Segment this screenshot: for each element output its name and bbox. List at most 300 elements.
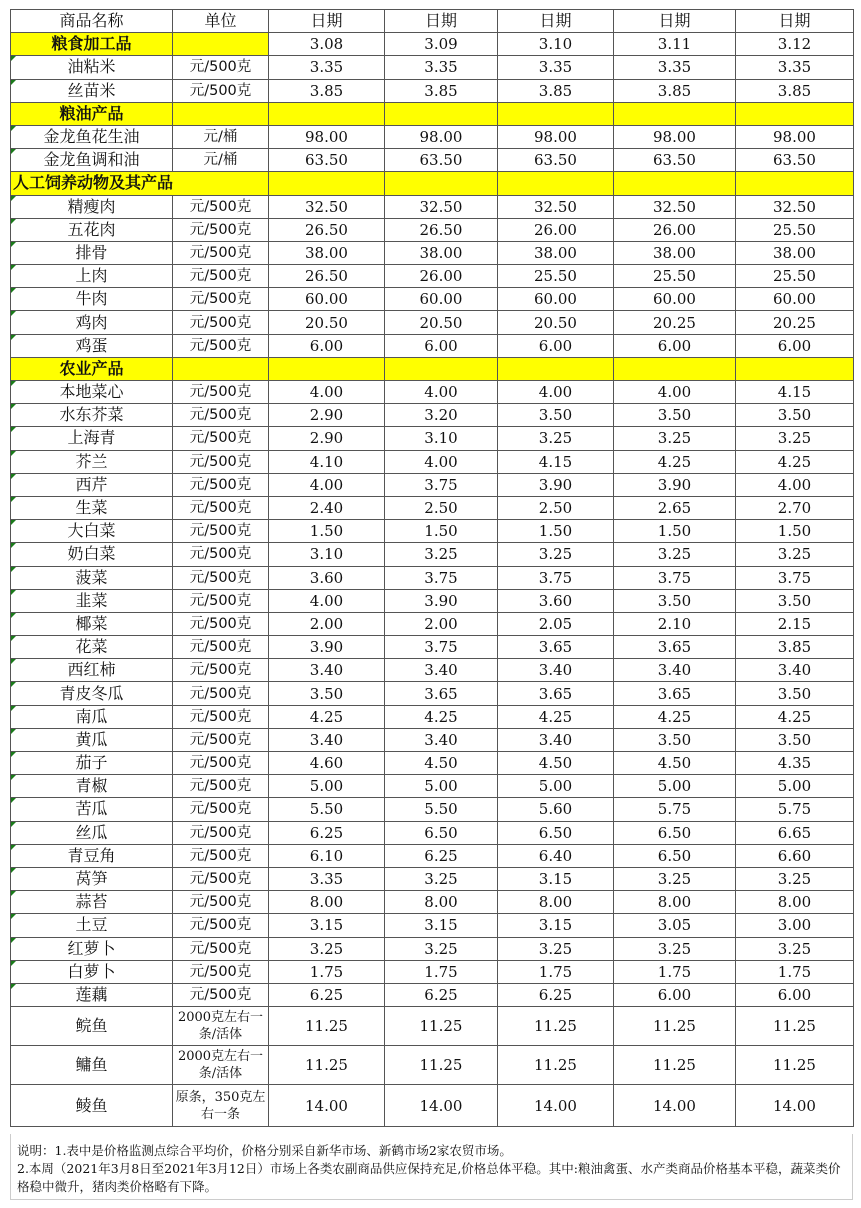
price-cell: 3.12 bbox=[736, 33, 854, 56]
price-cell: 3.15 bbox=[498, 914, 614, 937]
price-cell: 3.25 bbox=[385, 867, 498, 890]
price-cell: 6.60 bbox=[736, 844, 854, 867]
price-cell: 4.00 bbox=[736, 473, 854, 496]
price-cell: 8.00 bbox=[498, 891, 614, 914]
price-cell: 2.90 bbox=[269, 427, 385, 450]
item-name: 上肉 bbox=[11, 265, 173, 288]
price-cell: 3.00 bbox=[736, 914, 854, 937]
price-cell: 1.50 bbox=[385, 520, 498, 543]
item-name: 金龙鱼调和油 bbox=[11, 149, 173, 172]
item-row bbox=[11, 1085, 854, 1127]
item-unit: 元/500克 bbox=[173, 752, 269, 775]
item-name: 本地菜心 bbox=[11, 381, 173, 404]
item-name: 南瓜 bbox=[11, 705, 173, 728]
price-cell: 4.50 bbox=[498, 752, 614, 775]
price-cell: 3.25 bbox=[614, 427, 736, 450]
header-row bbox=[11, 10, 854, 33]
comment-marker-icon bbox=[11, 219, 16, 224]
item-name: 西芹 bbox=[11, 473, 173, 496]
price-cell: 5.00 bbox=[269, 775, 385, 798]
price-cell: 5.50 bbox=[269, 798, 385, 821]
price-cell: 2.00 bbox=[269, 612, 385, 635]
price-cell: 4.25 bbox=[385, 705, 498, 728]
price-cell: 1.50 bbox=[614, 520, 736, 543]
price-cell: 32.50 bbox=[385, 195, 498, 218]
price-cell: 3.25 bbox=[736, 867, 854, 890]
category-row bbox=[11, 33, 854, 56]
item-row bbox=[11, 473, 854, 496]
price-cell: 6.40 bbox=[498, 844, 614, 867]
price-cell: 6.25 bbox=[385, 983, 498, 1006]
item-name: 鲩鱼 bbox=[11, 1007, 173, 1046]
item-row bbox=[11, 914, 854, 937]
price-cell bbox=[269, 172, 385, 195]
price-cell: 3.40 bbox=[736, 659, 854, 682]
item-row bbox=[11, 496, 854, 519]
price-cell: 3.40 bbox=[498, 728, 614, 751]
price-cell: 6.25 bbox=[498, 983, 614, 1006]
price-cell: 3.25 bbox=[498, 937, 614, 960]
item-name: 大白菜 bbox=[11, 520, 173, 543]
header-date: 日期 bbox=[736, 10, 854, 33]
item-row bbox=[11, 265, 854, 288]
price-cell: 4.50 bbox=[614, 752, 736, 775]
item-row bbox=[11, 1007, 854, 1046]
price-cell: 25.50 bbox=[736, 265, 854, 288]
comment-marker-icon bbox=[11, 775, 16, 780]
item-row bbox=[11, 195, 854, 218]
price-cell: 6.00 bbox=[614, 334, 736, 357]
price-cell: 3.35 bbox=[385, 56, 498, 79]
item-unit: 2000克左右一条/活体 bbox=[173, 1046, 269, 1085]
price-cell: 4.50 bbox=[385, 752, 498, 775]
header-date: 日期 bbox=[498, 10, 614, 33]
comment-marker-icon bbox=[11, 543, 16, 548]
item-unit: 元/桶 bbox=[173, 149, 269, 172]
item-unit: 元/500克 bbox=[173, 589, 269, 612]
price-cell: 2.70 bbox=[736, 496, 854, 519]
comment-marker-icon bbox=[11, 451, 16, 456]
price-cell: 3.85 bbox=[614, 79, 736, 102]
comment-marker-icon bbox=[11, 80, 16, 85]
price-cell: 3.85 bbox=[498, 79, 614, 102]
price-cell bbox=[385, 172, 498, 195]
price-cell: 3.75 bbox=[385, 636, 498, 659]
price-cell: 5.00 bbox=[385, 775, 498, 798]
category-unit bbox=[173, 357, 269, 380]
price-cell: 3.75 bbox=[614, 566, 736, 589]
price-cell: 3.25 bbox=[614, 867, 736, 890]
price-cell: 3.15 bbox=[385, 914, 498, 937]
comment-marker-icon bbox=[11, 984, 16, 989]
item-row bbox=[11, 821, 854, 844]
price-cell: 4.00 bbox=[269, 589, 385, 612]
item-name: 生菜 bbox=[11, 496, 173, 519]
price-cell: 11.25 bbox=[614, 1046, 736, 1085]
comment-marker-icon bbox=[11, 798, 16, 803]
price-cell: 4.15 bbox=[498, 450, 614, 473]
price-cell: 8.00 bbox=[614, 891, 736, 914]
price-cell: 3.10 bbox=[269, 543, 385, 566]
comment-marker-icon bbox=[11, 288, 16, 293]
price-cell: 6.00 bbox=[736, 983, 854, 1006]
item-name: 土豆 bbox=[11, 914, 173, 937]
item-name: 白萝卜 bbox=[11, 960, 173, 983]
price-cell: 4.25 bbox=[736, 450, 854, 473]
price-cell: 6.10 bbox=[269, 844, 385, 867]
price-cell: 3.65 bbox=[614, 636, 736, 659]
price-cell: 38.00 bbox=[385, 241, 498, 264]
price-cell: 3.25 bbox=[614, 543, 736, 566]
item-row bbox=[11, 149, 854, 172]
price-cell: 6.25 bbox=[269, 821, 385, 844]
item-unit: 元/500克 bbox=[173, 520, 269, 543]
item-row bbox=[11, 218, 854, 241]
price-cell: 98.00 bbox=[498, 125, 614, 148]
price-cell: 25.50 bbox=[614, 265, 736, 288]
item-row bbox=[11, 612, 854, 635]
item-unit: 元/500克 bbox=[173, 496, 269, 519]
price-cell: 3.85 bbox=[385, 79, 498, 102]
item-unit: 元/500克 bbox=[173, 79, 269, 102]
price-cell: 3.09 bbox=[385, 33, 498, 56]
price-cell bbox=[498, 357, 614, 380]
price-cell: 8.00 bbox=[385, 891, 498, 914]
price-cell: 32.50 bbox=[736, 195, 854, 218]
comment-marker-icon bbox=[11, 242, 16, 247]
price-cell: 20.25 bbox=[614, 311, 736, 334]
item-unit: 元/500克 bbox=[173, 218, 269, 241]
item-unit: 元/桶 bbox=[173, 125, 269, 148]
item-row bbox=[11, 79, 854, 102]
price-cell: 3.25 bbox=[385, 543, 498, 566]
item-unit: 元/500克 bbox=[173, 543, 269, 566]
item-name: 芥兰 bbox=[11, 450, 173, 473]
comment-marker-icon bbox=[11, 914, 16, 919]
price-cell: 14.00 bbox=[269, 1085, 385, 1127]
comment-marker-icon bbox=[11, 311, 16, 316]
price-cell: 25.50 bbox=[736, 218, 854, 241]
item-unit: 元/500克 bbox=[173, 636, 269, 659]
item-row bbox=[11, 404, 854, 427]
price-cell: 1.75 bbox=[269, 960, 385, 983]
item-name: 黄瓜 bbox=[11, 728, 173, 751]
comment-marker-icon bbox=[11, 520, 16, 525]
price-cell: 2.15 bbox=[736, 612, 854, 635]
item-row bbox=[11, 1046, 854, 1085]
price-cell: 6.50 bbox=[614, 821, 736, 844]
item-row bbox=[11, 566, 854, 589]
item-unit: 元/500克 bbox=[173, 56, 269, 79]
item-unit: 元/500克 bbox=[173, 891, 269, 914]
price-cell: 20.50 bbox=[269, 311, 385, 334]
comment-marker-icon bbox=[11, 427, 16, 432]
price-cell bbox=[385, 102, 498, 125]
comment-marker-icon bbox=[11, 938, 16, 943]
item-name: 蒜苔 bbox=[11, 891, 173, 914]
item-row bbox=[11, 56, 854, 79]
price-cell: 38.00 bbox=[498, 241, 614, 264]
item-unit: 元/500克 bbox=[173, 705, 269, 728]
item-row bbox=[11, 427, 854, 450]
price-cell: 2.40 bbox=[269, 496, 385, 519]
category-row bbox=[11, 172, 854, 195]
price-cell: 63.50 bbox=[614, 149, 736, 172]
price-cell: 20.25 bbox=[736, 311, 854, 334]
price-cell: 11.25 bbox=[269, 1046, 385, 1085]
header-unit: 单位 bbox=[173, 10, 269, 33]
item-name: 鲮鱼 bbox=[11, 1085, 173, 1127]
price-cell: 6.00 bbox=[385, 334, 498, 357]
price-cell: 4.25 bbox=[269, 705, 385, 728]
item-unit: 元/500克 bbox=[173, 844, 269, 867]
price-cell: 60.00 bbox=[736, 288, 854, 311]
price-cell: 3.75 bbox=[385, 473, 498, 496]
item-name: 奶白菜 bbox=[11, 543, 173, 566]
header-date: 日期 bbox=[269, 10, 385, 33]
price-cell: 60.00 bbox=[498, 288, 614, 311]
price-cell: 20.50 bbox=[498, 311, 614, 334]
header-date: 日期 bbox=[385, 10, 498, 33]
item-name: 牛肉 bbox=[11, 288, 173, 311]
price-cell: 3.90 bbox=[498, 473, 614, 496]
item-name: 菠菜 bbox=[11, 566, 173, 589]
price-cell bbox=[498, 102, 614, 125]
item-unit: 元/500克 bbox=[173, 983, 269, 1006]
price-cell: 1.50 bbox=[498, 520, 614, 543]
price-cell: 3.60 bbox=[269, 566, 385, 589]
header-name: 商品名称 bbox=[11, 10, 173, 33]
price-cell: 63.50 bbox=[498, 149, 614, 172]
price-cell: 3.35 bbox=[736, 56, 854, 79]
item-row bbox=[11, 798, 854, 821]
price-cell: 5.00 bbox=[498, 775, 614, 798]
price-cell bbox=[614, 172, 736, 195]
item-name: 鳙鱼 bbox=[11, 1046, 173, 1085]
price-cell: 26.50 bbox=[269, 218, 385, 241]
note-1: 说明：1.表中是价格监测点综合平均价，价格分别采自新华市场、新鹤市场2家农贸市场。 bbox=[17, 1143, 512, 1158]
price-cell: 6.00 bbox=[269, 334, 385, 357]
item-name: 茄子 bbox=[11, 752, 173, 775]
price-cell bbox=[385, 357, 498, 380]
price-cell: 60.00 bbox=[385, 288, 498, 311]
price-cell: 3.50 bbox=[736, 728, 854, 751]
category-row bbox=[11, 357, 854, 380]
price-cell: 3.25 bbox=[385, 937, 498, 960]
item-row bbox=[11, 752, 854, 775]
item-name: 青皮冬瓜 bbox=[11, 682, 173, 705]
item-name: 莲藕 bbox=[11, 983, 173, 1006]
price-cell: 2.90 bbox=[269, 404, 385, 427]
price-cell: 3.90 bbox=[269, 636, 385, 659]
price-cell: 3.25 bbox=[736, 427, 854, 450]
price-cell: 6.65 bbox=[736, 821, 854, 844]
item-name: 五花肉 bbox=[11, 218, 173, 241]
price-cell: 98.00 bbox=[269, 125, 385, 148]
comment-marker-icon bbox=[11, 567, 16, 572]
note-2: 2.本周（2021年3月8日至2021年3月12日）市场上各类农副商品供应保持充足,价格总体平稳。其中:粮油禽蛋、水产类商品价格基本平稳，蔬菜类价格稳中微升，猪肉类价格略有下降。 bbox=[17, 1161, 841, 1194]
price-cell: 3.40 bbox=[269, 659, 385, 682]
price-cell: 26.50 bbox=[385, 218, 498, 241]
category-name: 人工饲养动物及其产品 bbox=[11, 172, 269, 195]
item-unit: 原条，350克左右一条 bbox=[173, 1085, 269, 1127]
comment-marker-icon bbox=[11, 335, 16, 340]
price-cell: 4.00 bbox=[269, 381, 385, 404]
price-cell: 3.75 bbox=[385, 566, 498, 589]
item-unit: 元/500克 bbox=[173, 798, 269, 821]
item-unit: 元/500克 bbox=[173, 195, 269, 218]
price-cell: 3.25 bbox=[736, 937, 854, 960]
comment-marker-icon bbox=[11, 636, 16, 641]
price-cell: 4.25 bbox=[498, 705, 614, 728]
category-name: 农业产品 bbox=[11, 357, 173, 380]
price-cell: 1.50 bbox=[736, 520, 854, 543]
price-cell: 3.05 bbox=[614, 914, 736, 937]
price-cell: 3.15 bbox=[269, 914, 385, 937]
price-cell: 3.40 bbox=[498, 659, 614, 682]
comment-marker-icon bbox=[11, 474, 16, 479]
price-cell: 6.00 bbox=[498, 334, 614, 357]
price-cell: 3.40 bbox=[614, 659, 736, 682]
header-date: 日期 bbox=[614, 10, 736, 33]
price-cell: 38.00 bbox=[269, 241, 385, 264]
price-cell: 1.75 bbox=[736, 960, 854, 983]
price-cell: 4.00 bbox=[385, 450, 498, 473]
price-cell: 4.25 bbox=[614, 705, 736, 728]
item-row bbox=[11, 125, 854, 148]
price-cell: 98.00 bbox=[385, 125, 498, 148]
item-row bbox=[11, 844, 854, 867]
item-row bbox=[11, 543, 854, 566]
comment-marker-icon bbox=[11, 404, 16, 409]
price-cell bbox=[269, 357, 385, 380]
price-cell: 2.50 bbox=[385, 496, 498, 519]
item-unit: 元/500克 bbox=[173, 775, 269, 798]
category-name: 粮食加工品 bbox=[11, 33, 173, 56]
item-name: 油粘米 bbox=[11, 56, 173, 79]
item-name: 青豆角 bbox=[11, 844, 173, 867]
item-unit: 元/500克 bbox=[173, 821, 269, 844]
price-cell: 3.11 bbox=[614, 33, 736, 56]
comment-marker-icon bbox=[11, 381, 16, 386]
item-row bbox=[11, 775, 854, 798]
price-cell: 8.00 bbox=[269, 891, 385, 914]
item-row bbox=[11, 520, 854, 543]
price-cell bbox=[736, 172, 854, 195]
price-cell: 3.50 bbox=[269, 682, 385, 705]
price-cell: 26.00 bbox=[385, 265, 498, 288]
price-cell: 8.00 bbox=[736, 891, 854, 914]
price-cell: 26.00 bbox=[498, 218, 614, 241]
price-cell: 14.00 bbox=[614, 1085, 736, 1127]
item-unit: 元/500克 bbox=[173, 612, 269, 635]
item-unit: 元/500克 bbox=[173, 937, 269, 960]
comment-marker-icon bbox=[11, 56, 16, 61]
price-cell: 98.00 bbox=[736, 125, 854, 148]
price-cell: 11.25 bbox=[736, 1046, 854, 1085]
item-unit: 元/500克 bbox=[173, 404, 269, 427]
price-cell: 4.10 bbox=[269, 450, 385, 473]
price-cell bbox=[269, 102, 385, 125]
price-cell: 6.50 bbox=[614, 844, 736, 867]
comment-marker-icon bbox=[11, 497, 16, 502]
price-cell: 6.00 bbox=[736, 334, 854, 357]
price-cell: 5.60 bbox=[498, 798, 614, 821]
price-cell: 1.75 bbox=[614, 960, 736, 983]
price-cell: 63.50 bbox=[269, 149, 385, 172]
item-row bbox=[11, 937, 854, 960]
price-cell: 11.25 bbox=[269, 1007, 385, 1046]
price-cell: 4.25 bbox=[614, 450, 736, 473]
comment-marker-icon bbox=[11, 891, 16, 896]
item-unit: 元/500克 bbox=[173, 265, 269, 288]
price-cell: 4.00 bbox=[385, 381, 498, 404]
item-row bbox=[11, 867, 854, 890]
item-unit: 2000克左右一条/活体 bbox=[173, 1007, 269, 1046]
comment-marker-icon bbox=[11, 682, 16, 687]
price-cell: 3.50 bbox=[614, 728, 736, 751]
item-name: 水东芥菜 bbox=[11, 404, 173, 427]
price-cell: 5.75 bbox=[736, 798, 854, 821]
price-cell: 3.25 bbox=[736, 543, 854, 566]
price-cell: 6.00 bbox=[614, 983, 736, 1006]
category-unit bbox=[173, 102, 269, 125]
item-unit: 元/500克 bbox=[173, 288, 269, 311]
price-cell: 11.25 bbox=[614, 1007, 736, 1046]
price-cell: 32.50 bbox=[269, 195, 385, 218]
item-row bbox=[11, 659, 854, 682]
item-row bbox=[11, 381, 854, 404]
item-name: 上海青 bbox=[11, 427, 173, 450]
item-unit: 元/500克 bbox=[173, 473, 269, 496]
price-cell: 3.75 bbox=[736, 566, 854, 589]
item-unit: 元/500克 bbox=[173, 682, 269, 705]
price-cell: 3.35 bbox=[498, 56, 614, 79]
item-name: 金龙鱼花生油 bbox=[11, 125, 173, 148]
price-cell: 3.25 bbox=[498, 543, 614, 566]
price-cell: 11.25 bbox=[385, 1007, 498, 1046]
price-cell bbox=[614, 102, 736, 125]
comment-marker-icon bbox=[11, 868, 16, 873]
price-cell: 6.50 bbox=[498, 821, 614, 844]
item-unit: 元/500克 bbox=[173, 867, 269, 890]
comment-marker-icon bbox=[11, 613, 16, 618]
category-unit bbox=[173, 33, 269, 56]
item-name: 鸡蛋 bbox=[11, 334, 173, 357]
comment-marker-icon bbox=[11, 729, 16, 734]
price-cell: 4.35 bbox=[736, 752, 854, 775]
price-cell: 32.50 bbox=[614, 195, 736, 218]
item-name: 花菜 bbox=[11, 636, 173, 659]
price-cell: 3.50 bbox=[736, 404, 854, 427]
item-row bbox=[11, 705, 854, 728]
price-cell: 3.50 bbox=[736, 682, 854, 705]
price-cell: 2.50 bbox=[498, 496, 614, 519]
item-name: 西红柿 bbox=[11, 659, 173, 682]
price-cell: 4.60 bbox=[269, 752, 385, 775]
price-table bbox=[10, 9, 854, 1127]
item-row bbox=[11, 728, 854, 751]
price-cell: 4.00 bbox=[269, 473, 385, 496]
item-row bbox=[11, 960, 854, 983]
price-cell: 14.00 bbox=[736, 1085, 854, 1127]
category-name: 粮油产品 bbox=[11, 102, 173, 125]
price-cell: 3.60 bbox=[498, 589, 614, 612]
price-cell: 3.65 bbox=[498, 636, 614, 659]
comment-marker-icon bbox=[11, 752, 16, 757]
item-unit: 元/500克 bbox=[173, 427, 269, 450]
price-cell: 3.90 bbox=[614, 473, 736, 496]
